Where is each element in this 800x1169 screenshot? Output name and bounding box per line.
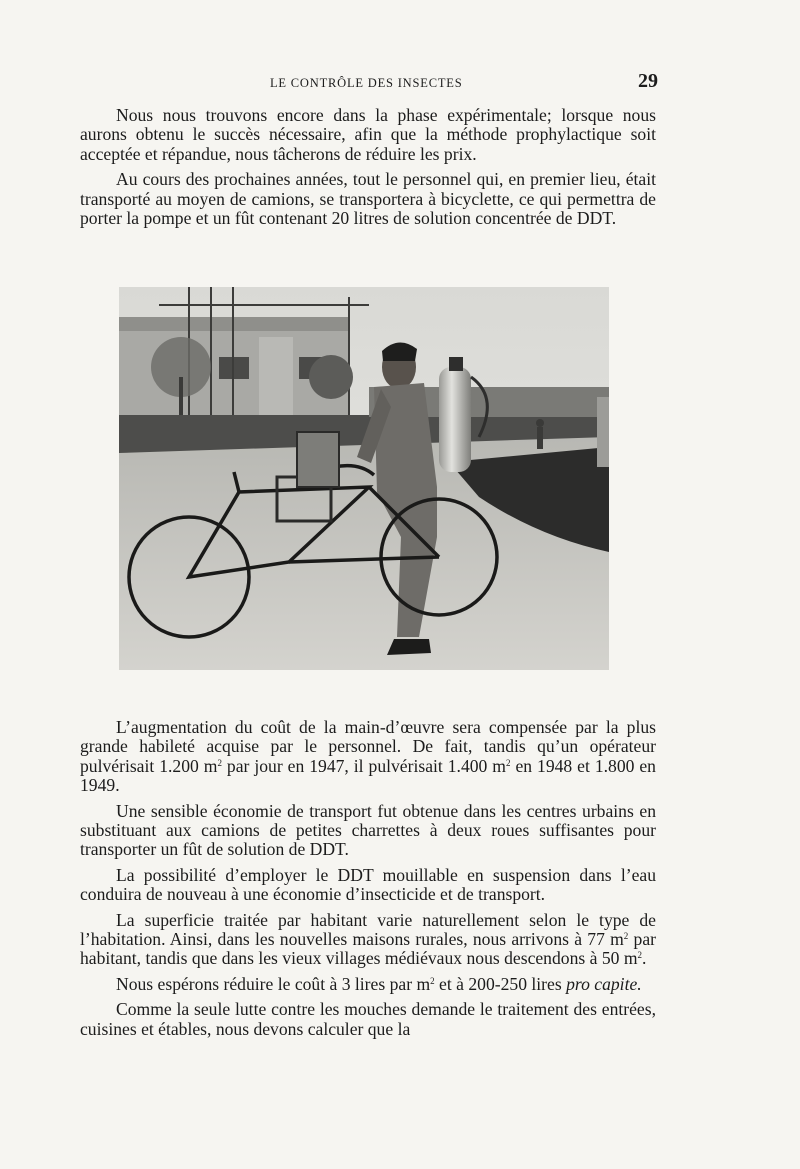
paragraph: Au cours des prochaines années, tout le personnel qui, en premier lieu, était transporté au moyen de camions, se transportera à bicyclette, ce qui permettra de porter la pompe et un fût contenant 20 litres de solution concentrée de DDT.: [80, 169, 656, 229]
paragraph: Comme la seule lutte contre les mouches demande le traitement des entrées, cuisines et étables, nous devons calculer que la: [80, 999, 656, 1039]
paragraph: Nous nous trouvons encore dans la phase expérimentale; lorsque nous aurons obtenu le succès nécessaire, afin que la méthode prophylactique soit acceptée et répandue, nous tâcherons de réduire les prix.: [80, 105, 656, 164]
running-title: LE CONTRÔLE DES INSECTES: [270, 76, 463, 90]
photograph-man-with-bicycle: [119, 287, 609, 670]
paragraph: Une sensible économie de transport fut obtenue dans les centres urbains en substituant aux camions de petites charrettes à deux roues suffisantes pour transporter un fût de solution de DDT.: [80, 800, 656, 860]
page-header: [80, 70, 658, 96]
bottom-text-block: [80, 718, 656, 1045]
paragraph: La superficie traitée par habitant varie naturellement selon le type de l’habitation. Ainsi, dans les nouvelles maisons rurales, nous arrivons à 77 $m^2$ par habitant, tandis que dans les vieux villages médiévaux nous descendons à 50 $m^2$.: [80, 909, 656, 969]
top-text-block: [80, 106, 656, 234]
paragraph: Nous espérons réduire le coût à 3 lires par $m^2$ et à 200-250 lires pro capite.: [116, 973, 642, 994]
paragraph: La possibilité d’employer le DDT mouillable en suspension dans l’eau conduira de nouveau à une économie d’insecticide et de transport.: [80, 864, 656, 905]
paragraph: L’augmentation du coût de la main-d’œuvre sera compensée par la plus grande habileté acquise par le personnel. De fait, tandis qu’un opérateur pulvérisait 1.200 $m^2$ par jour en 1947, il pulvérisait 1.400 $m^2$ en 1948 et 1.800 en 1949.: [80, 717, 656, 796]
page-number: 29: [638, 70, 658, 92]
